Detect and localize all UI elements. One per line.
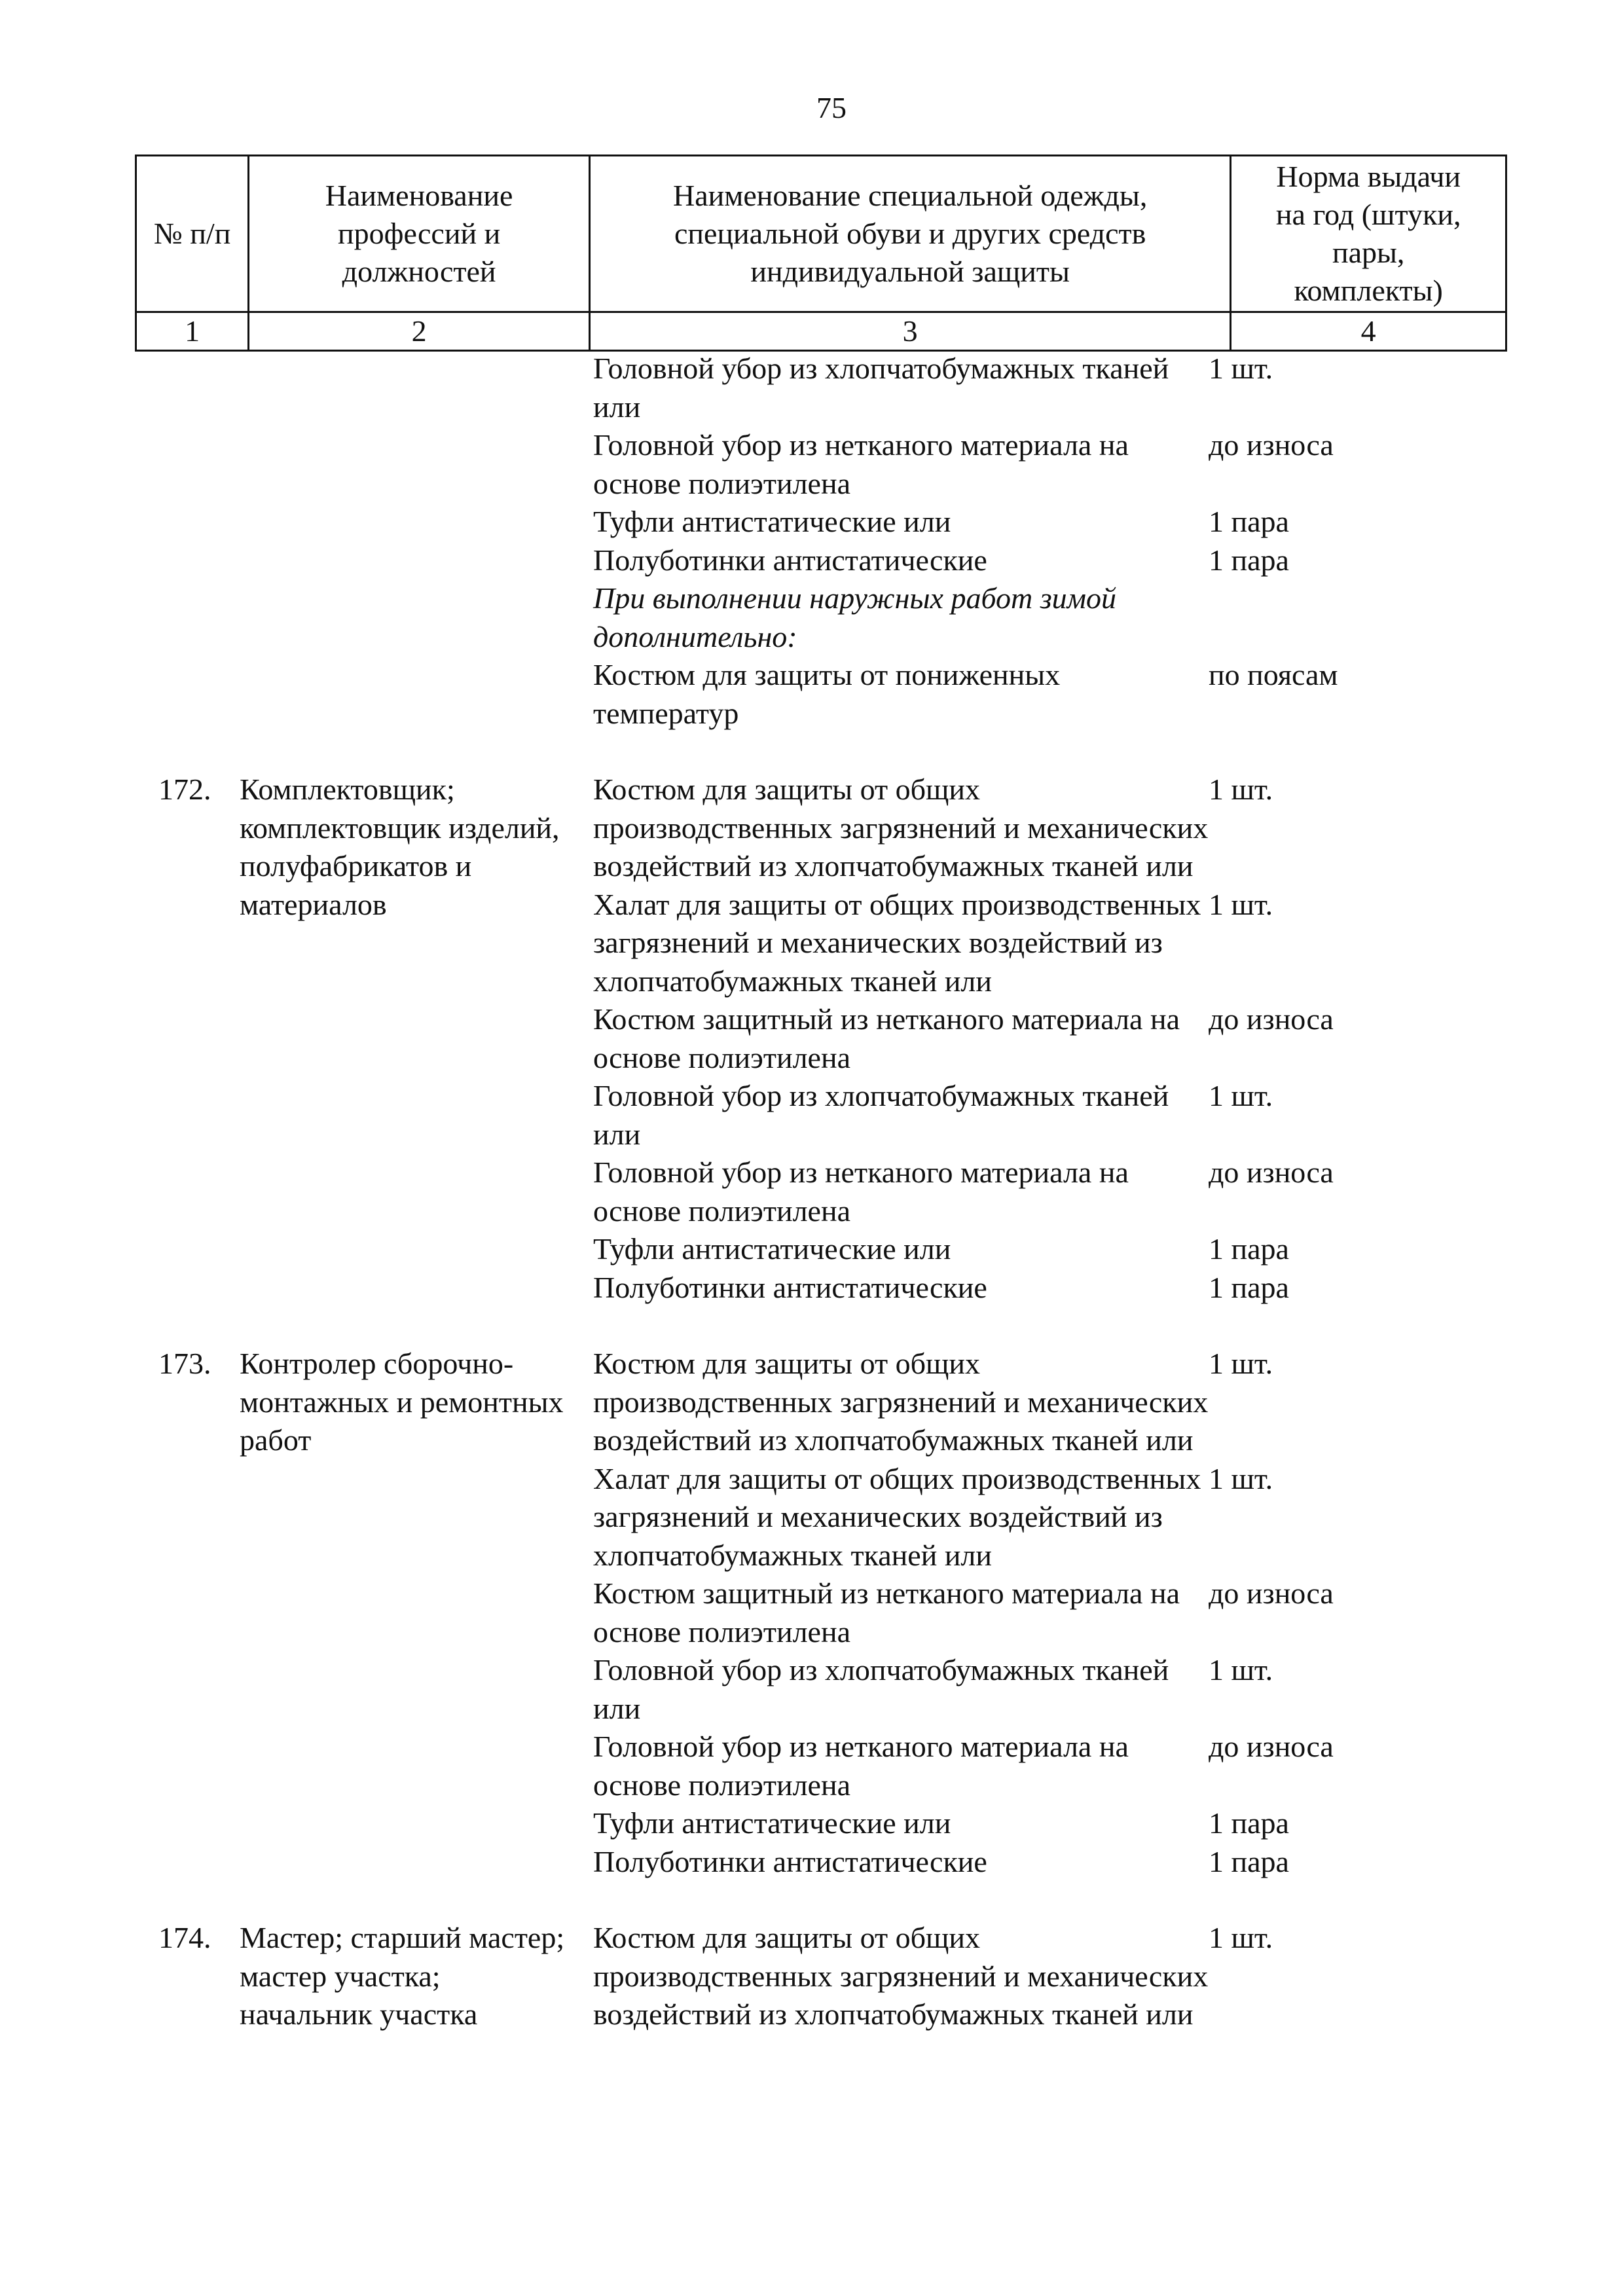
item-norm: 1 шт. bbox=[1209, 352, 1273, 385]
item-norm: 1 пара bbox=[1209, 1270, 1289, 1304]
table-row bbox=[135, 1919, 1507, 2034]
item-norm: 1 пара bbox=[1209, 1844, 1289, 1878]
item-norm: 1 шт. bbox=[1209, 1079, 1273, 1112]
item-name: Головной убор из хлопчатобумажных тканей или bbox=[593, 352, 1169, 424]
item-name: Костюм для защиты от пониженных температур bbox=[593, 658, 1061, 730]
header-col-norm-text: Норма выдачи на год (штуки, пары, комплекты) bbox=[1275, 160, 1461, 307]
list-item bbox=[574, 541, 1507, 580]
row-number: 173. bbox=[158, 1347, 211, 1380]
row-items bbox=[574, 771, 1507, 1307]
item-name: Полуботинки антистатические bbox=[593, 1844, 987, 1878]
item-norm: 1 шт. bbox=[1209, 1347, 1273, 1380]
item-norm: 1 шт. bbox=[1209, 1921, 1273, 1954]
item-norm: до износа bbox=[1209, 428, 1334, 462]
header-col-profession-text: Наименование профессий и должностей bbox=[325, 179, 513, 288]
item-norm: 1 пара bbox=[1209, 1232, 1289, 1266]
list-item bbox=[574, 1230, 1507, 1269]
item-name: Халат для защиты от общих производственных загрязнений и механических воздействий из хлопчатобумажных тканей или bbox=[593, 1461, 1201, 1572]
list-item bbox=[574, 1919, 1507, 2034]
header-col-number: № п/п bbox=[136, 156, 249, 312]
list-item bbox=[574, 426, 1507, 503]
item-name: Костюм для защиты от общих производственных загрязнений и механических воздействий из хлопчатобумажных тканей или bbox=[593, 1347, 1209, 1457]
item-norm: до износа bbox=[1209, 1576, 1334, 1610]
list-item bbox=[574, 1345, 1507, 1460]
row-number bbox=[135, 350, 240, 733]
item-norm: 1 шт. bbox=[1209, 773, 1273, 806]
row-profession: Комплектовщик; комплектовщик изделий, полуфабрикатов и материалов bbox=[240, 773, 560, 921]
list-item bbox=[574, 1575, 1507, 1651]
item-norm: 1 шт. bbox=[1209, 1653, 1273, 1686]
table-row bbox=[135, 350, 1507, 733]
list-item bbox=[574, 1154, 1507, 1230]
item-name: Костюм защитный из нетканого материала на основе полиэтилена bbox=[593, 1002, 1180, 1074]
col-number-4: 4 bbox=[1231, 312, 1506, 351]
list-item bbox=[574, 1651, 1507, 1728]
item-name: При выполнении наружных работ зимой дополнительно: bbox=[593, 581, 1117, 653]
item-norm: до износа bbox=[1209, 1730, 1334, 1763]
table-row bbox=[135, 1345, 1507, 1881]
item-name: Полуботинки антистатические bbox=[593, 1270, 987, 1304]
item-name: Костюм для защиты от общих производственных загрязнений и механических воздействий из хлопчатобумажных тканей или bbox=[593, 1921, 1209, 2031]
row-number: 174. bbox=[158, 1921, 211, 1954]
col-number-2: 2 bbox=[249, 312, 590, 351]
item-name: Костюм защитный из нетканого материала на основе полиэтилена bbox=[593, 1576, 1180, 1649]
row-items bbox=[574, 1919, 1507, 2034]
col-number-3: 3 bbox=[589, 312, 1230, 351]
row-items bbox=[574, 350, 1507, 733]
page-number: 75 bbox=[816, 91, 847, 124]
item-name: Головной убор из хлопчатобумажных тканей или bbox=[593, 1079, 1169, 1151]
item-note bbox=[574, 579, 1507, 656]
item-norm: по поясам bbox=[1209, 658, 1338, 691]
list-item bbox=[574, 886, 1507, 1001]
item-name: Головной убор из хлопчатобумажных тканей или bbox=[593, 1653, 1169, 1725]
list-item bbox=[574, 1460, 1507, 1575]
list-item bbox=[574, 1728, 1507, 1804]
list-item bbox=[574, 1804, 1507, 1843]
list-item bbox=[574, 1000, 1507, 1077]
list-item bbox=[574, 771, 1507, 886]
item-norm: 1 пара bbox=[1209, 1806, 1289, 1840]
table-body bbox=[135, 350, 1507, 2034]
list-item bbox=[574, 1269, 1507, 1307]
item-name: Головной убор из нетканого материала на основе полиэтилена bbox=[593, 1156, 1129, 1228]
header-col-norm bbox=[1231, 156, 1506, 312]
list-item bbox=[574, 503, 1507, 541]
item-name: Туфли антистатические или bbox=[593, 1806, 951, 1840]
item-norm bbox=[1209, 579, 1507, 656]
row-profession: Мастер; старший мастер; мастер участка; начальник участка bbox=[240, 1921, 565, 2031]
item-norm: до износа bbox=[1209, 1002, 1334, 1036]
item-norm: 1 шт. bbox=[1209, 1461, 1273, 1495]
list-item bbox=[574, 1843, 1507, 1882]
item-name: Головной убор из нетканого материала на основе полиэтилена bbox=[593, 1730, 1129, 1802]
header-col-items-text: Наименование специальной одежды, специальной обуви и других средств индивидуальной защиты bbox=[672, 179, 1148, 288]
table-header bbox=[135, 155, 1507, 352]
item-name: Полуботинки антистатические bbox=[593, 543, 987, 577]
item-norm: 1 пара bbox=[1209, 505, 1289, 538]
item-name: Халат для защиты от общих производственных загрязнений и механических воздействий из хлопчатобумажных тканей или bbox=[593, 887, 1201, 998]
row-items bbox=[574, 1345, 1507, 1881]
list-item bbox=[574, 1077, 1507, 1154]
list-item bbox=[574, 656, 1507, 733]
item-name: Туфли антистатические или bbox=[593, 505, 951, 538]
item-norm: 1 шт. bbox=[1209, 887, 1273, 921]
row-profession: Контролер сборочно-монтажных и ремонтных работ bbox=[240, 1347, 564, 1457]
row-profession bbox=[240, 350, 574, 733]
item-norm: 1 пара bbox=[1209, 543, 1289, 577]
list-item bbox=[574, 350, 1507, 426]
row-number: 172. bbox=[158, 773, 211, 806]
col-number-1: 1 bbox=[136, 312, 249, 351]
header-col-profession bbox=[249, 156, 590, 312]
item-norm: до износа bbox=[1209, 1156, 1334, 1189]
item-name: Головной убор из нетканого материала на основе полиэтилена bbox=[593, 428, 1129, 500]
item-name: Туфли антистатические или bbox=[593, 1232, 951, 1266]
item-name: Костюм для защиты от общих производственных загрязнений и механических воздействий из хлопчатобумажных тканей или bbox=[593, 773, 1209, 883]
table-row bbox=[135, 771, 1507, 1307]
header-col-items bbox=[589, 156, 1230, 312]
